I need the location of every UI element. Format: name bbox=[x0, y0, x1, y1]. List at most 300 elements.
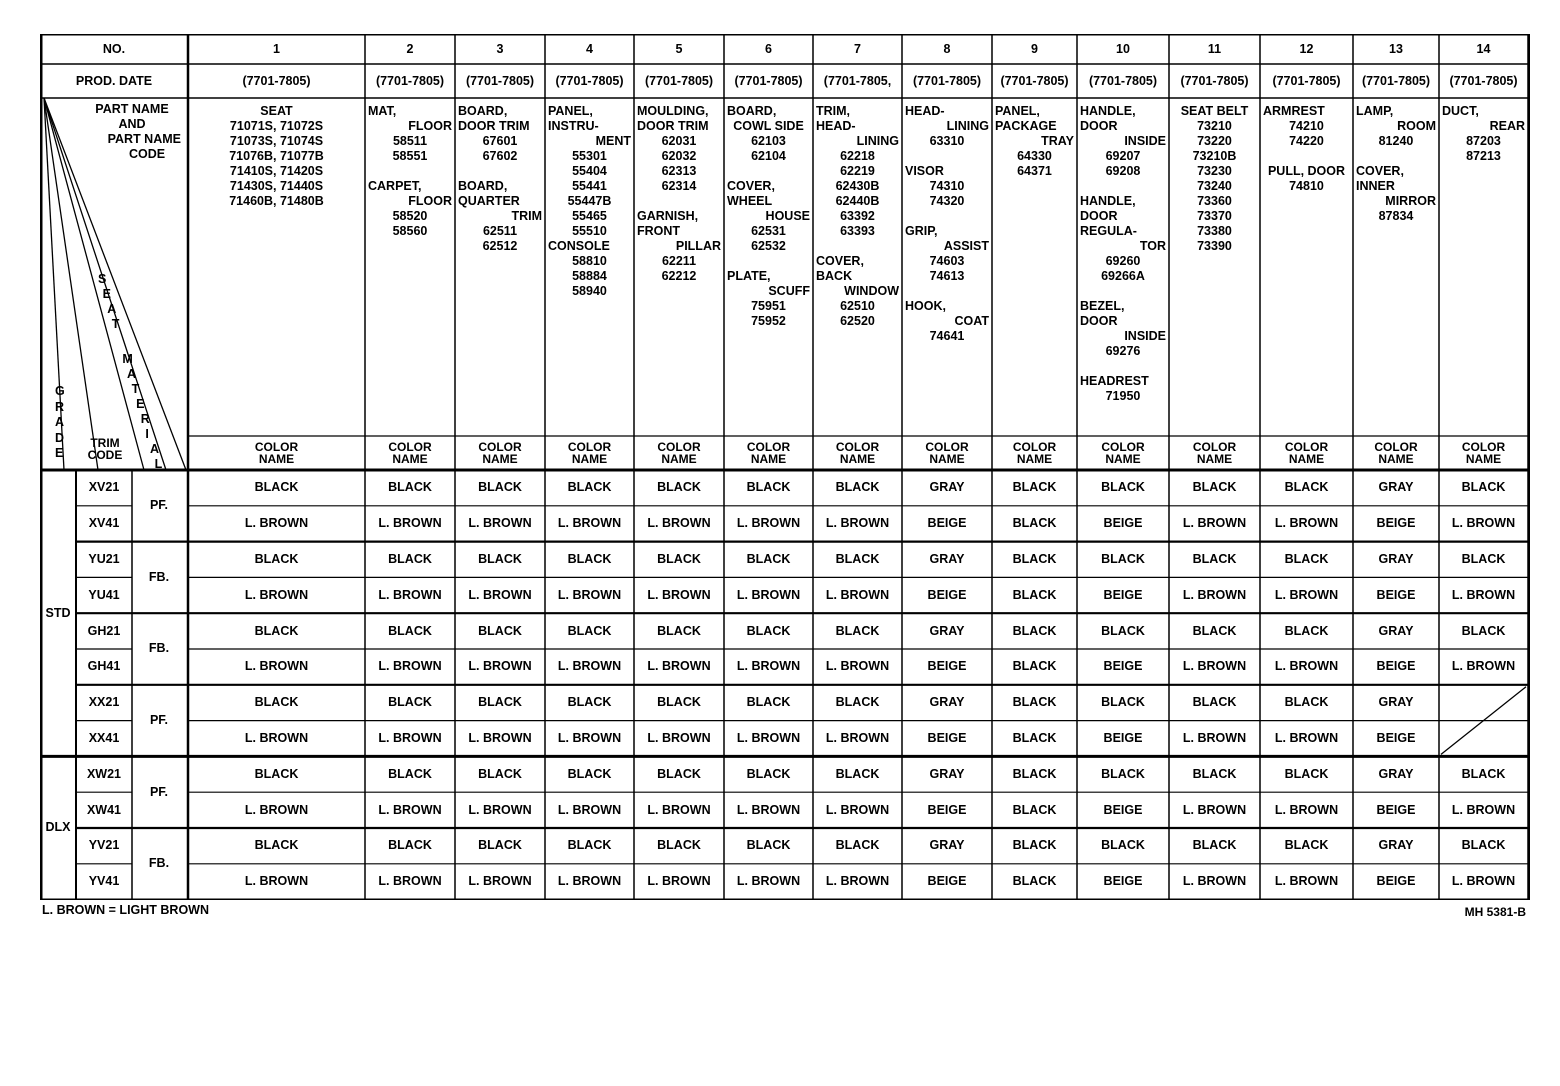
color-value-cell: GRAY bbox=[1378, 766, 1414, 781]
color-value-cell: L. BROWN bbox=[378, 730, 442, 745]
part-name-line: HEAD- bbox=[905, 104, 945, 118]
color-name-header-line: NAME bbox=[1016, 452, 1053, 466]
trim-code-cell: YV21 bbox=[88, 838, 120, 853]
color-name-header-line: NAME bbox=[750, 452, 787, 466]
color-value-cell: BLACK bbox=[1012, 587, 1057, 602]
color-value-cell: L. BROWN bbox=[557, 874, 622, 889]
part-name-line: COAT bbox=[954, 314, 989, 328]
color-name-header-line: COLOR bbox=[925, 440, 969, 454]
color-value-cell: L. BROWN bbox=[244, 802, 309, 817]
part-name-line: PULL, DOOR bbox=[1267, 164, 1346, 178]
color-value-cell: BLACK bbox=[1461, 623, 1506, 638]
color-value-cell: BEIGE bbox=[927, 587, 967, 602]
color-name-header-line: COLOR bbox=[1101, 440, 1145, 454]
part-name-line: 67601 bbox=[482, 134, 518, 148]
part-name-cell bbox=[724, 102, 813, 436]
part-name-line bbox=[1263, 149, 1350, 164]
color-value-cell: BLACK bbox=[388, 766, 432, 781]
color-value-cell: L. BROWN bbox=[244, 587, 309, 602]
color-value-cell: BLACK bbox=[657, 480, 701, 495]
color-name-header bbox=[1077, 436, 1169, 470]
part-name-line: PANEL, bbox=[548, 104, 593, 118]
color-value-cell: BLACK bbox=[1101, 480, 1145, 495]
part-name-line bbox=[368, 164, 452, 179]
color-value-cell: BLACK bbox=[1012, 480, 1057, 495]
column-number-4: 4 bbox=[586, 41, 593, 56]
color-value-cell: BLACK bbox=[478, 551, 522, 566]
color-name-header bbox=[365, 436, 455, 470]
color-value-cell: BLACK bbox=[1101, 766, 1145, 781]
column-prod-date: (7701-7805) bbox=[1449, 73, 1518, 88]
seat-material-header-letter: M bbox=[122, 351, 133, 366]
color-value-cell: BEIGE bbox=[1103, 659, 1143, 674]
column-prod-date: (7701-7805) bbox=[734, 73, 803, 88]
seat-material-header-letter: S bbox=[98, 272, 107, 286]
color-value-cell: BLACK bbox=[657, 623, 701, 638]
color-value-cell: BLACK bbox=[657, 695, 701, 710]
part-name-line: HEAD- bbox=[816, 119, 856, 133]
part-name-line: 73240 bbox=[1197, 179, 1232, 193]
part-name-line bbox=[458, 164, 542, 179]
color-value-cell: BLACK bbox=[567, 551, 612, 566]
color-value-cell: L. BROWN bbox=[468, 587, 532, 602]
part-name-line: 62532 bbox=[751, 239, 786, 253]
part-name-line: INSIDE bbox=[1124, 134, 1166, 148]
color-value-cell: BLACK bbox=[478, 838, 522, 853]
color-value-cell: L. BROWN bbox=[736, 802, 801, 817]
figure-reference: MH 5381-B bbox=[1464, 905, 1526, 919]
part-name-line: FLOOR bbox=[408, 194, 452, 208]
no-header-label: NO. bbox=[102, 41, 126, 56]
part-name-header-line: PART NAME bbox=[95, 102, 169, 116]
color-value-cell: BLACK bbox=[1461, 838, 1506, 853]
trim-code-cell: YU21 bbox=[88, 551, 120, 566]
part-name-line: HANDLE, bbox=[1080, 104, 1136, 118]
part-name-line: DOOR bbox=[1080, 119, 1118, 133]
part-name-line: COWL SIDE bbox=[733, 119, 804, 133]
color-value-cell: BLACK bbox=[746, 551, 791, 566]
part-name-cell bbox=[1353, 102, 1439, 436]
color-value-cell: BLACK bbox=[835, 838, 880, 853]
color-value-cell: BLACK bbox=[567, 480, 612, 495]
color-value-cell: BLACK bbox=[657, 766, 701, 781]
part-name-line: SEAT bbox=[260, 104, 293, 118]
part-name-line: 58551 bbox=[392, 149, 428, 163]
color-value-cell: BLACK bbox=[657, 838, 701, 853]
color-value-cell: BLACK bbox=[1192, 695, 1237, 710]
part-name-line: 74641 bbox=[929, 329, 965, 343]
part-name-line: REGULA- bbox=[1080, 224, 1137, 238]
part-name-line bbox=[816, 239, 899, 254]
color-value-cell: L. BROWN bbox=[378, 587, 442, 602]
part-name-line: 75952 bbox=[751, 314, 786, 328]
part-name-line: DOOR bbox=[1080, 209, 1118, 223]
color-value-cell: BLACK bbox=[388, 623, 432, 638]
color-value-cell: BEIGE bbox=[927, 659, 967, 674]
color-value-cell: L. BROWN bbox=[647, 587, 711, 602]
color-value-cell: GRAY bbox=[929, 551, 965, 566]
trim-code-cell: XX21 bbox=[88, 695, 120, 710]
part-name-line: 62218 bbox=[840, 149, 875, 163]
trim-code-cell: YV41 bbox=[88, 874, 120, 889]
part-name-cell bbox=[1077, 102, 1169, 436]
color-value-cell: L. BROWN bbox=[1274, 874, 1339, 889]
part-name-line: LINING bbox=[856, 134, 899, 148]
part-name-line: 73380 bbox=[1197, 224, 1232, 238]
color-value-cell: GRAY bbox=[1378, 695, 1414, 710]
color-value-cell: BLACK bbox=[1284, 838, 1329, 853]
part-name-line: CONSOLE bbox=[548, 239, 610, 253]
color-value-cell: L. BROWN bbox=[647, 802, 711, 817]
part-name-line: 62510 bbox=[840, 299, 875, 313]
color-value-cell: BEIGE bbox=[1376, 516, 1416, 531]
part-name-line: BOARD, bbox=[727, 104, 777, 118]
color-value-cell: L. BROWN bbox=[1182, 516, 1247, 531]
part-name-line: 62219 bbox=[840, 164, 875, 178]
color-value-cell: L. BROWN bbox=[1451, 802, 1516, 817]
color-value-cell: GRAY bbox=[929, 623, 965, 638]
color-name-header-line: NAME bbox=[1378, 452, 1414, 466]
part-name-line: COVER, bbox=[727, 179, 775, 193]
part-name-line: 67602 bbox=[482, 149, 518, 163]
part-name-line bbox=[1080, 179, 1166, 194]
part-name-line: 62103 bbox=[751, 134, 786, 148]
part-name-line: 75951 bbox=[751, 299, 786, 313]
part-name-line: 73230 bbox=[1197, 164, 1232, 178]
part-name-line: BEZEL, bbox=[1080, 299, 1125, 313]
part-name-line: 58511 bbox=[392, 134, 428, 148]
color-name-header bbox=[902, 436, 992, 470]
color-value-cell: BLACK bbox=[1192, 623, 1237, 638]
column-prod-date: (7701-7805) bbox=[1000, 73, 1069, 88]
color-value-cell: L. BROWN bbox=[557, 516, 622, 531]
color-value-cell: BEIGE bbox=[927, 874, 967, 889]
color-value-cell: BLACK bbox=[835, 766, 880, 781]
part-name-cell bbox=[1169, 102, 1260, 436]
color-value-cell: BLACK bbox=[1192, 838, 1237, 853]
color-value-cell: BLACK bbox=[746, 766, 791, 781]
part-name-line: 62212 bbox=[661, 269, 697, 283]
color-value-cell: BLACK bbox=[478, 695, 522, 710]
color-value-cell: L. BROWN bbox=[647, 874, 711, 889]
color-name-header bbox=[813, 436, 902, 470]
color-value-cell: BLACK bbox=[1012, 766, 1057, 781]
part-name-line: 71950 bbox=[1105, 389, 1141, 403]
part-name-line: INSIDE bbox=[1124, 329, 1166, 343]
part-name-line: 74310 bbox=[929, 179, 965, 193]
color-value-cell: BLACK bbox=[1012, 659, 1057, 674]
color-value-cell: BLACK bbox=[254, 480, 299, 495]
part-name-line: 62440B bbox=[835, 194, 880, 208]
color-value-cell: BEIGE bbox=[1103, 516, 1143, 531]
color-value-cell: BLACK bbox=[567, 766, 612, 781]
prod-date-header-label: PROD. DATE bbox=[75, 73, 153, 88]
part-name-line: 62211 bbox=[661, 254, 697, 268]
color-value-cell: BLACK bbox=[254, 551, 299, 566]
color-value-cell: L. BROWN bbox=[825, 659, 890, 674]
part-name-line: 71460B, 71480B bbox=[229, 194, 324, 208]
part-name-line: 58940 bbox=[572, 284, 607, 298]
color-value-cell: BLACK bbox=[1101, 838, 1145, 853]
color-value-cell: L. BROWN bbox=[557, 659, 622, 674]
part-name-line: 55447B bbox=[567, 194, 612, 208]
color-value-cell: BEIGE bbox=[1376, 802, 1416, 817]
color-value-cell: BEIGE bbox=[927, 730, 967, 745]
color-value-cell: BLACK bbox=[1461, 480, 1506, 495]
color-value-cell: BLACK bbox=[746, 623, 791, 638]
seat-material-cell: FB. bbox=[148, 641, 170, 656]
color-value-cell: L. BROWN bbox=[736, 874, 801, 889]
color-value-cell: L. BROWN bbox=[736, 730, 801, 745]
color-name-header-line: NAME bbox=[482, 452, 518, 466]
part-name-line: 74613 bbox=[929, 269, 965, 283]
part-name-cell bbox=[992, 102, 1077, 436]
part-name-line: 74210 bbox=[1289, 119, 1324, 133]
color-value-cell: GRAY bbox=[929, 695, 965, 710]
seat-material-header-letter: R bbox=[140, 411, 150, 426]
part-name-line: SCUFF bbox=[768, 284, 810, 298]
trim-code-cell: XX41 bbox=[88, 730, 120, 745]
seat-material-header-letter: A bbox=[126, 366, 136, 381]
color-name-header-line: COLOR bbox=[1284, 440, 1329, 454]
part-name-line bbox=[905, 284, 989, 299]
trim-code-cell: YU41 bbox=[88, 587, 120, 602]
color-value-cell: L. BROWN bbox=[1274, 587, 1339, 602]
color-name-header bbox=[1439, 436, 1528, 470]
part-name-line: 55510 bbox=[572, 224, 607, 238]
part-name-line: HOUSE bbox=[765, 209, 810, 223]
part-name-line: TRIM bbox=[511, 209, 542, 223]
color-name-header bbox=[992, 436, 1077, 470]
color-value-cell: BLACK bbox=[1101, 623, 1145, 638]
column-prod-date: (7701-7805) bbox=[1272, 73, 1341, 88]
part-name-line: WHEEL bbox=[727, 194, 773, 208]
column-number-1: 1 bbox=[273, 41, 280, 56]
color-value-cell: BLACK bbox=[1012, 838, 1057, 853]
grade-header-label-letter: G bbox=[55, 384, 65, 398]
part-name-cell bbox=[1260, 102, 1353, 436]
color-value-cell: BLACK bbox=[1101, 551, 1145, 566]
color-value-cell: L. BROWN bbox=[557, 730, 622, 745]
trim-code-cell: GH21 bbox=[87, 623, 121, 638]
color-value-cell: BEIGE bbox=[927, 516, 967, 531]
part-name-line: MOULDING, bbox=[637, 104, 709, 118]
seat-material-cell: PF. bbox=[149, 784, 169, 799]
color-value-cell: L. BROWN bbox=[825, 587, 890, 602]
color-value-cell: BEIGE bbox=[1376, 659, 1416, 674]
seat-material-header-letter: A bbox=[107, 302, 117, 316]
column-number-3: 3 bbox=[496, 41, 504, 56]
color-value-cell: L. BROWN bbox=[1451, 587, 1516, 602]
part-name-line: 64371 bbox=[1017, 164, 1052, 178]
color-value-cell: BLACK bbox=[746, 695, 791, 710]
color-name-header bbox=[545, 436, 634, 470]
color-value-cell: L. BROWN bbox=[1182, 730, 1247, 745]
part-name-header-line: CODE bbox=[128, 147, 166, 161]
color-value-cell: L. BROWN bbox=[378, 659, 442, 674]
part-name-line: 87213 bbox=[1466, 149, 1501, 163]
part-name-line bbox=[905, 149, 989, 164]
part-name-line: 62031 bbox=[661, 134, 697, 148]
part-name-line: 58810 bbox=[572, 254, 607, 268]
color-name-header-line: NAME bbox=[258, 452, 295, 466]
color-name-header-line: COLOR bbox=[388, 440, 432, 454]
column-prod-date: (7701-7805) bbox=[1088, 73, 1158, 88]
color-value-cell: L. BROWN bbox=[736, 587, 801, 602]
grade-header-label-letter: R bbox=[55, 399, 65, 414]
color-value-cell: BLACK bbox=[746, 838, 791, 853]
seat-material-cell: FB. bbox=[148, 569, 170, 584]
part-name-line: 71430S, 71440S bbox=[229, 179, 324, 193]
part-name-line: BOARD, bbox=[458, 104, 508, 118]
part-name-line: BACK bbox=[816, 269, 853, 283]
part-name-line: 64330 bbox=[1017, 149, 1052, 163]
part-name-line bbox=[1080, 359, 1166, 374]
color-value-cell: BLACK bbox=[1192, 480, 1237, 495]
color-value-cell: L. BROWN bbox=[1182, 874, 1247, 889]
column-prod-date: (7701-7805) bbox=[1180, 73, 1249, 88]
part-name-line: 63392 bbox=[840, 209, 875, 223]
color-name-header bbox=[188, 436, 365, 470]
color-name-header-line: COLOR bbox=[254, 440, 299, 454]
color-value-cell: GRAY bbox=[929, 480, 965, 495]
color-name-header-line: COLOR bbox=[478, 440, 522, 454]
color-value-cell: BEIGE bbox=[927, 802, 967, 817]
column-number-5: 5 bbox=[675, 41, 683, 56]
color-value-cell: BLACK bbox=[478, 623, 522, 638]
color-name-header-line: COLOR bbox=[567, 440, 612, 454]
color-name-header-line: COLOR bbox=[657, 440, 701, 454]
part-name-line: DOOR bbox=[1080, 314, 1118, 328]
part-name-line: 55465 bbox=[572, 209, 607, 223]
part-name-line: 62104 bbox=[751, 149, 786, 163]
color-value-cell: L. BROWN bbox=[244, 874, 309, 889]
column-prod-date: (7701-7805) bbox=[644, 73, 714, 88]
color-value-cell: BLACK bbox=[1012, 802, 1057, 817]
color-name-header-line: NAME bbox=[1196, 452, 1233, 466]
color-value-cell: L. BROWN bbox=[1451, 516, 1516, 531]
seat-material-header-letter: I bbox=[145, 426, 149, 441]
part-name-cell bbox=[1439, 102, 1528, 436]
color-value-cell: BLACK bbox=[567, 838, 612, 853]
part-name-line: 73370 bbox=[1197, 209, 1232, 223]
part-name-line: CARPET, bbox=[368, 179, 422, 193]
part-name-line: QUARTER bbox=[458, 194, 520, 208]
part-name-line: 62032 bbox=[661, 149, 697, 163]
color-value-cell: BLACK bbox=[388, 838, 432, 853]
color-name-header bbox=[1353, 436, 1439, 470]
part-name-line: 74603 bbox=[929, 254, 965, 268]
seat-material-header-letter: T bbox=[131, 381, 140, 396]
part-name-line: DOOR TRIM bbox=[637, 119, 709, 133]
column-number-12: 12 bbox=[1299, 41, 1314, 56]
part-name-line: ARMREST bbox=[1263, 104, 1325, 118]
part-name-cell bbox=[455, 102, 545, 436]
color-value-cell: L. BROWN bbox=[1274, 659, 1339, 674]
color-value-cell: L. BROWN bbox=[1451, 659, 1516, 674]
part-name-line bbox=[905, 209, 989, 224]
part-name-line: DUCT, bbox=[1442, 104, 1479, 118]
part-name-line: 71073S, 71074S bbox=[229, 134, 324, 148]
color-value-cell: BLACK bbox=[1461, 766, 1506, 781]
color-value-cell: BLACK bbox=[1284, 766, 1329, 781]
color-name-header bbox=[1260, 436, 1353, 470]
part-name-line: PANEL, bbox=[995, 104, 1040, 118]
part-name-line: 71071S, 71072S bbox=[229, 119, 324, 133]
grade-header-label-letter: E bbox=[55, 446, 64, 460]
part-name-line: 73210 bbox=[1197, 119, 1232, 133]
color-value-cell: L. BROWN bbox=[736, 516, 801, 531]
color-value-cell: L. BROWN bbox=[557, 802, 622, 817]
part-name-line: PACKAGE bbox=[995, 119, 1057, 133]
color-value-cell: BLACK bbox=[835, 551, 880, 566]
color-value-cell: L. BROWN bbox=[468, 874, 532, 889]
color-value-cell: BEIGE bbox=[1376, 730, 1416, 745]
color-value-cell: BLACK bbox=[1192, 551, 1237, 566]
part-name-line: INNER bbox=[1356, 179, 1395, 193]
part-name-cell bbox=[813, 102, 902, 436]
part-name-line bbox=[1080, 284, 1166, 299]
part-name-line: 81240 bbox=[1378, 134, 1414, 148]
grade-header-label-letter: D bbox=[55, 430, 65, 445]
part-name-line: HEADREST bbox=[1080, 374, 1149, 388]
column-number-9: 9 bbox=[1031, 41, 1038, 56]
color-value-cell: L. BROWN bbox=[468, 802, 532, 817]
color-name-header-line: COLOR bbox=[1374, 440, 1418, 454]
part-name-line: MENT bbox=[595, 134, 631, 148]
part-name-line: 87834 bbox=[1378, 209, 1414, 223]
column-number-6: 6 bbox=[765, 41, 772, 56]
color-value-cell: BEIGE bbox=[1103, 730, 1143, 745]
column-number-13: 13 bbox=[1389, 41, 1403, 56]
part-name-line: 58560 bbox=[392, 224, 428, 238]
part-name-header-label bbox=[80, 100, 184, 190]
color-name-header-line: COLOR bbox=[1192, 440, 1237, 454]
color-value-cell: BLACK bbox=[567, 623, 612, 638]
part-name-line: 69276 bbox=[1105, 344, 1141, 358]
part-name-line: 58520 bbox=[392, 209, 428, 223]
color-value-cell: BLACK bbox=[1012, 874, 1057, 889]
part-name-cell bbox=[902, 102, 992, 436]
color-value-cell: L. BROWN bbox=[647, 659, 711, 674]
part-name-line: 62512 bbox=[482, 239, 518, 253]
color-value-cell: L. BROWN bbox=[244, 730, 309, 745]
part-name-line: 87203 bbox=[1466, 134, 1501, 148]
color-value-cell: BLACK bbox=[1284, 695, 1329, 710]
part-name-line: 71410S, 71420S bbox=[229, 164, 324, 178]
trim-code-cell: XV41 bbox=[88, 516, 120, 531]
color-value-cell: L. BROWN bbox=[825, 874, 890, 889]
color-value-cell: L. BROWN bbox=[244, 659, 309, 674]
part-name-line: 71076B, 71077B bbox=[229, 149, 324, 163]
color-value-cell: GRAY bbox=[929, 766, 965, 781]
color-value-cell: BLACK bbox=[835, 480, 880, 495]
part-name-line: VISOR bbox=[905, 164, 944, 178]
color-name-header bbox=[634, 436, 724, 470]
color-value-cell: L. BROWN bbox=[244, 516, 309, 531]
color-value-cell: L. BROWN bbox=[1451, 874, 1516, 889]
trim-code-header-label bbox=[78, 428, 132, 470]
color-name-header-line: NAME bbox=[929, 452, 965, 466]
color-name-header bbox=[724, 436, 813, 470]
part-name-line: HOOK, bbox=[905, 299, 946, 313]
part-name-line: 62511 bbox=[482, 224, 518, 238]
part-name-line: MAT, bbox=[368, 104, 397, 118]
part-name-line: COVER, bbox=[1356, 164, 1404, 178]
part-name-line: 74320 bbox=[929, 194, 965, 208]
part-name-line: 62531 bbox=[751, 224, 786, 238]
seat-material-header-letter: A bbox=[149, 441, 159, 456]
